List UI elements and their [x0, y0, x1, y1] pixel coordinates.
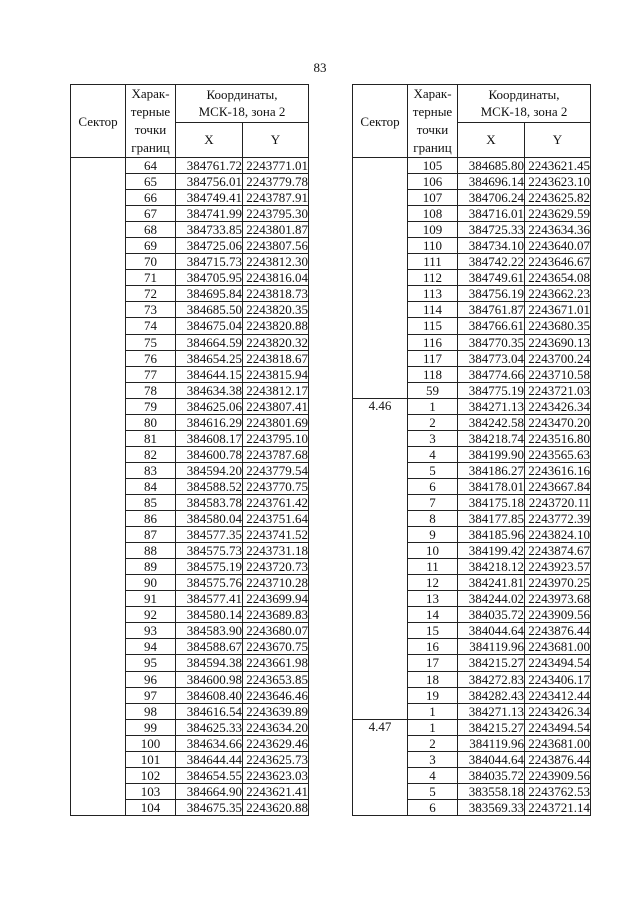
x-coordinate-cell: 384178.01 [458, 478, 525, 494]
x-coordinate-cell: 384715.73 [176, 254, 243, 270]
y-coordinate-cell: 2243812.30 [243, 254, 309, 270]
y-coordinate-cell: 2243751.64 [243, 511, 309, 527]
x-coordinate-cell: 384733.85 [176, 222, 243, 238]
x-coordinate-cell: 384577.35 [176, 527, 243, 543]
x-coordinate-cell: 384044.64 [458, 751, 525, 767]
y-coordinate-cell: 2243634.20 [243, 719, 309, 735]
y-coordinate-cell: 2243779.78 [243, 174, 309, 190]
point-number-cell: 3 [408, 430, 458, 446]
x-coordinate-cell: 384616.29 [176, 414, 243, 430]
point-number-cell: 78 [126, 382, 176, 398]
y-header: Y [525, 122, 591, 158]
table-row [353, 398, 591, 414]
x-coordinate-cell: 384218.74 [458, 430, 525, 446]
x-coordinate-cell: 384756.01 [176, 174, 243, 190]
point-number-cell: 18 [408, 671, 458, 687]
point-number-cell: 81 [126, 430, 176, 446]
x-coordinate-cell: 384119.96 [458, 639, 525, 655]
x-coordinate-cell: 384664.90 [176, 783, 243, 799]
x-coordinate-cell: 384215.27 [458, 719, 525, 735]
point-number-cell: 94 [126, 639, 176, 655]
x-coordinate-cell: 384199.90 [458, 446, 525, 462]
coordinates-table-left [70, 84, 309, 816]
point-number-cell: 75 [126, 334, 176, 350]
x-coordinate-cell: 384770.35 [458, 334, 525, 350]
point-number-cell: 4 [408, 446, 458, 462]
point-number-cell: 9 [408, 527, 458, 543]
x-header: X [458, 122, 525, 158]
point-number-cell: 100 [126, 735, 176, 751]
point-number-cell: 1 [408, 719, 458, 735]
point-number-cell: 102 [126, 767, 176, 783]
point-number-cell: 14 [408, 607, 458, 623]
x-coordinate-cell: 384695.84 [176, 286, 243, 302]
x-coordinate-cell: 384272.83 [458, 671, 525, 687]
x-coordinate-cell: 384594.20 [176, 462, 243, 478]
point-number-cell: 3 [408, 751, 458, 767]
y-coordinate-cell: 2243639.89 [243, 703, 309, 719]
y-coordinate-cell: 2243795.10 [243, 430, 309, 446]
point-number-cell: 117 [408, 350, 458, 366]
y-coordinate-cell: 2243681.00 [525, 639, 591, 655]
x-coordinate-cell: 384588.67 [176, 639, 243, 655]
y-coordinate-cell: 2243516.80 [525, 430, 591, 446]
x-coordinate-cell: 384741.99 [176, 206, 243, 222]
y-coordinate-cell: 2243646.67 [525, 254, 591, 270]
y-coordinate-cell: 2243721.03 [525, 382, 591, 398]
x-coordinate-cell: 384282.43 [458, 687, 525, 703]
char-points-header: Харак- терные точки границ [408, 85, 458, 158]
x-coordinate-cell: 384749.41 [176, 190, 243, 206]
x-coordinate-cell: 384241.81 [458, 575, 525, 591]
x-coordinate-cell: 384583.90 [176, 623, 243, 639]
point-number-cell: 68 [126, 222, 176, 238]
point-number-cell: 84 [126, 478, 176, 494]
x-coordinate-cell: 384716.01 [458, 206, 525, 222]
y-coordinate-cell: 2243876.44 [525, 623, 591, 639]
point-number-cell: 99 [126, 719, 176, 735]
x-coordinate-cell: 384766.61 [458, 318, 525, 334]
point-number-cell: 87 [126, 527, 176, 543]
point-number-cell: 79 [126, 398, 176, 414]
x-coordinate-cell: 384625.06 [176, 398, 243, 414]
y-coordinate-cell: 2243721.14 [525, 799, 591, 815]
point-number-cell: 110 [408, 238, 458, 254]
y-coordinate-cell: 2243820.35 [243, 302, 309, 318]
x-coordinate-cell: 384644.44 [176, 751, 243, 767]
point-number-cell: 96 [126, 671, 176, 687]
y-coordinate-cell: 2243909.56 [525, 767, 591, 783]
point-number-cell: 101 [126, 751, 176, 767]
point-number-cell: 103 [126, 783, 176, 799]
y-coordinate-cell: 2243720.11 [525, 494, 591, 510]
y-coordinate-cell: 2243565.63 [525, 446, 591, 462]
x-coordinate-cell: 384775.19 [458, 382, 525, 398]
y-coordinate-cell: 2243824.10 [525, 527, 591, 543]
table-row [353, 158, 591, 174]
point-number-cell: 98 [126, 703, 176, 719]
y-coordinate-cell: 2243779.54 [243, 462, 309, 478]
point-number-cell: 105 [408, 158, 458, 174]
x-coordinate-cell: 384185.96 [458, 527, 525, 543]
x-coordinate-cell: 384734.10 [458, 238, 525, 254]
point-number-cell: 114 [408, 302, 458, 318]
y-coordinate-cell: 2243801.87 [243, 222, 309, 238]
y-coordinate-cell: 2243671.01 [525, 302, 591, 318]
x-coordinate-cell: 384177.85 [458, 511, 525, 527]
x-coordinate-cell: 384608.17 [176, 430, 243, 446]
y-coordinate-cell: 2243616.16 [525, 462, 591, 478]
y-coordinate-cell: 2243670.75 [243, 639, 309, 655]
x-coordinate-cell: 384035.72 [458, 767, 525, 783]
x-coordinate-cell: 383558.18 [458, 783, 525, 799]
page-number: 83 [313, 60, 327, 75]
point-number-cell: 116 [408, 334, 458, 350]
point-number-cell: 90 [126, 575, 176, 591]
y-coordinate-cell: 2243620.88 [243, 799, 309, 815]
point-number-cell: 5 [408, 783, 458, 799]
sector-header: Сектор [353, 85, 408, 158]
point-number-cell: 93 [126, 623, 176, 639]
point-number-cell: 8 [408, 511, 458, 527]
y-coordinate-cell: 2243710.58 [525, 366, 591, 382]
sector-cell [71, 158, 126, 816]
y-coordinate-cell: 2243494.54 [525, 655, 591, 671]
y-coordinate-cell: 2243621.45 [525, 158, 591, 174]
point-number-cell: 89 [126, 559, 176, 575]
y-coordinate-cell: 2243818.67 [243, 350, 309, 366]
x-coordinate-cell: 384634.66 [176, 735, 243, 751]
x-coordinate-cell: 384725.33 [458, 222, 525, 238]
y-coordinate-cell: 2243820.88 [243, 318, 309, 334]
x-coordinate-cell: 384634.38 [176, 382, 243, 398]
x-coordinate-cell: 384654.55 [176, 767, 243, 783]
x-coordinate-cell: 384761.87 [458, 302, 525, 318]
point-number-cell: 12 [408, 575, 458, 591]
point-number-cell: 77 [126, 366, 176, 382]
y-coordinate-cell: 2243820.32 [243, 334, 309, 350]
y-coordinate-cell: 2243406.17 [525, 671, 591, 687]
point-number-cell: 86 [126, 511, 176, 527]
y-coordinate-cell: 2243787.91 [243, 190, 309, 206]
table-row [71, 158, 309, 174]
y-coordinate-cell: 2243412.44 [525, 687, 591, 703]
y-coordinate-cell: 2243923.57 [525, 559, 591, 575]
sector-cell [353, 158, 408, 399]
x-coordinate-cell: 384616.54 [176, 703, 243, 719]
x-coordinate-cell: 384575.73 [176, 543, 243, 559]
y-coordinate-cell: 2243699.94 [243, 591, 309, 607]
x-coordinate-cell: 384580.14 [176, 607, 243, 623]
x-coordinate-cell: 384594.38 [176, 655, 243, 671]
x-coordinate-cell: 384044.64 [458, 623, 525, 639]
point-number-cell: 15 [408, 623, 458, 639]
x-coordinate-cell: 384271.13 [458, 398, 525, 414]
point-number-cell: 97 [126, 687, 176, 703]
x-coordinate-cell: 384685.50 [176, 302, 243, 318]
x-coordinate-cell: 384742.22 [458, 254, 525, 270]
y-coordinate-cell: 2243623.03 [243, 767, 309, 783]
point-number-cell: 74 [126, 318, 176, 334]
y-coordinate-cell: 2243634.36 [525, 222, 591, 238]
y-coordinate-cell: 2243807.56 [243, 238, 309, 254]
point-number-cell: 88 [126, 543, 176, 559]
point-number-cell: 17 [408, 655, 458, 671]
x-coordinate-cell: 384644.15 [176, 366, 243, 382]
y-coordinate-cell: 2243815.94 [243, 366, 309, 382]
x-coordinate-cell: 384685.80 [458, 158, 525, 174]
point-number-cell: 11 [408, 559, 458, 575]
y-coordinate-cell: 2243970.25 [525, 575, 591, 591]
point-number-cell: 82 [126, 446, 176, 462]
point-number-cell: 66 [126, 190, 176, 206]
y-coordinate-cell: 2243681.00 [525, 735, 591, 751]
x-header: X [176, 122, 243, 158]
point-number-cell: 91 [126, 591, 176, 607]
y-coordinate-cell: 2243621.41 [243, 783, 309, 799]
point-number-cell: 80 [126, 414, 176, 430]
point-number-cell: 13 [408, 591, 458, 607]
point-number-cell: 83 [126, 462, 176, 478]
x-coordinate-cell: 384756.19 [458, 286, 525, 302]
x-coordinate-cell: 384600.98 [176, 671, 243, 687]
x-coordinate-cell: 384575.76 [176, 575, 243, 591]
point-number-cell: 70 [126, 254, 176, 270]
table-body [353, 158, 591, 816]
y-coordinate-cell: 2243690.13 [525, 334, 591, 350]
x-coordinate-cell: 384271.13 [458, 703, 525, 719]
point-number-cell: 7 [408, 494, 458, 510]
coordinates-header: Координаты, МСК-18, зона 2 [458, 85, 591, 123]
x-coordinate-cell: 384675.04 [176, 318, 243, 334]
y-coordinate-cell: 2243646.46 [243, 687, 309, 703]
x-coordinate-cell: 384749.61 [458, 270, 525, 286]
x-coordinate-cell: 384215.27 [458, 655, 525, 671]
y-coordinate-cell: 2243771.01 [243, 158, 309, 174]
point-number-cell: 16 [408, 639, 458, 655]
x-coordinate-cell: 384583.78 [176, 494, 243, 510]
point-number-cell: 4 [408, 767, 458, 783]
x-coordinate-cell: 384580.04 [176, 511, 243, 527]
y-coordinate-cell: 2243710.28 [243, 575, 309, 591]
char-points-header: Харак- терные точки границ [126, 85, 176, 158]
y-coordinate-cell: 2243625.73 [243, 751, 309, 767]
point-number-cell: 6 [408, 478, 458, 494]
y-coordinate-cell: 2243876.44 [525, 751, 591, 767]
x-coordinate-cell: 384774.66 [458, 366, 525, 382]
point-number-cell: 69 [126, 238, 176, 254]
sector-header: Сектор [71, 85, 126, 158]
y-coordinate-cell: 2243801.69 [243, 414, 309, 430]
point-number-cell: 112 [408, 270, 458, 286]
y-coordinate-cell: 2243680.35 [525, 318, 591, 334]
point-number-cell: 65 [126, 174, 176, 190]
y-coordinate-cell: 2243662.23 [525, 286, 591, 302]
point-number-cell: 113 [408, 286, 458, 302]
sector-cell: 4.46 [353, 398, 408, 719]
y-coordinate-cell: 2243874.67 [525, 543, 591, 559]
x-coordinate-cell: 384035.72 [458, 607, 525, 623]
point-number-cell: 71 [126, 270, 176, 286]
point-number-cell: 73 [126, 302, 176, 318]
y-coordinate-cell: 2243720.73 [243, 559, 309, 575]
point-number-cell: 76 [126, 350, 176, 366]
x-coordinate-cell: 384675.35 [176, 799, 243, 815]
y-coordinate-cell: 2243623.10 [525, 174, 591, 190]
y-coordinate-cell: 2243741.52 [243, 527, 309, 543]
point-number-cell: 115 [408, 318, 458, 334]
point-number-cell: 59 [408, 382, 458, 398]
x-coordinate-cell: 384773.04 [458, 350, 525, 366]
y-coordinate-cell: 2243700.24 [525, 350, 591, 366]
point-number-cell: 92 [126, 607, 176, 623]
point-number-cell: 1 [408, 703, 458, 719]
point-number-cell: 6 [408, 799, 458, 815]
x-coordinate-cell: 384654.25 [176, 350, 243, 366]
y-coordinate-cell: 2243680.07 [243, 623, 309, 639]
y-coordinate-cell: 2243426.34 [525, 398, 591, 414]
y-coordinate-cell: 2243625.82 [525, 190, 591, 206]
y-coordinate-cell: 2243761.42 [243, 494, 309, 510]
point-number-cell: 108 [408, 206, 458, 222]
point-number-cell: 72 [126, 286, 176, 302]
coordinates-table-right [352, 84, 591, 816]
point-number-cell: 5 [408, 462, 458, 478]
x-coordinate-cell: 384706.24 [458, 190, 525, 206]
x-coordinate-cell: 384218.12 [458, 559, 525, 575]
point-number-cell: 106 [408, 174, 458, 190]
y-coordinate-cell: 2243770.75 [243, 478, 309, 494]
y-coordinate-cell: 2243470.20 [525, 414, 591, 430]
x-coordinate-cell: 384725.06 [176, 238, 243, 254]
table-row [353, 719, 591, 735]
y-coordinate-cell: 2243667.84 [525, 478, 591, 494]
x-coordinate-cell: 384664.59 [176, 334, 243, 350]
x-coordinate-cell: 384244.02 [458, 591, 525, 607]
y-coordinate-cell: 2243661.98 [243, 655, 309, 671]
y-coordinate-cell: 2243787.68 [243, 446, 309, 462]
y-coordinate-cell: 2243816.04 [243, 270, 309, 286]
point-number-cell: 111 [408, 254, 458, 270]
y-coordinate-cell: 2243629.46 [243, 735, 309, 751]
y-coordinate-cell: 2243807.41 [243, 398, 309, 414]
y-coordinate-cell: 2243909.56 [525, 607, 591, 623]
point-number-cell: 2 [408, 414, 458, 430]
x-coordinate-cell: 384577.41 [176, 591, 243, 607]
y-coordinate-cell: 2243653.85 [243, 671, 309, 687]
point-number-cell: 19 [408, 687, 458, 703]
y-coordinate-cell: 2243689.83 [243, 607, 309, 623]
x-coordinate-cell: 384761.72 [176, 158, 243, 174]
y-coordinate-cell: 2243640.07 [525, 238, 591, 254]
point-number-cell: 85 [126, 494, 176, 510]
coordinates-header: Координаты, МСК-18, зона 2 [176, 85, 309, 123]
y-coordinate-cell: 2243654.08 [525, 270, 591, 286]
point-number-cell: 95 [126, 655, 176, 671]
point-number-cell: 107 [408, 190, 458, 206]
point-number-cell: 109 [408, 222, 458, 238]
x-coordinate-cell: 384199.42 [458, 543, 525, 559]
y-coordinate-cell: 2243426.34 [525, 703, 591, 719]
point-number-cell: 67 [126, 206, 176, 222]
point-number-cell: 64 [126, 158, 176, 174]
y-coordinate-cell: 2243629.59 [525, 206, 591, 222]
y-coordinate-cell: 2243795.30 [243, 206, 309, 222]
point-number-cell: 104 [126, 799, 176, 815]
x-coordinate-cell: 384600.78 [176, 446, 243, 462]
x-coordinate-cell: 384242.58 [458, 414, 525, 430]
x-coordinate-cell: 384175.18 [458, 494, 525, 510]
x-coordinate-cell: 384186.27 [458, 462, 525, 478]
x-coordinate-cell: 384119.96 [458, 735, 525, 751]
sector-cell: 4.47 [353, 719, 408, 815]
point-number-cell: 2 [408, 735, 458, 751]
x-coordinate-cell: 383569.33 [458, 799, 525, 815]
y-coordinate-cell: 2243762.53 [525, 783, 591, 799]
point-number-cell: 118 [408, 366, 458, 382]
x-coordinate-cell: 384625.33 [176, 719, 243, 735]
y-coordinate-cell: 2243973.68 [525, 591, 591, 607]
y-coordinate-cell: 2243772.39 [525, 511, 591, 527]
point-number-cell: 10 [408, 543, 458, 559]
x-coordinate-cell: 384575.19 [176, 559, 243, 575]
x-coordinate-cell: 384696.14 [458, 174, 525, 190]
y-header: Y [243, 122, 309, 158]
x-coordinate-cell: 384705.95 [176, 270, 243, 286]
x-coordinate-cell: 384588.52 [176, 478, 243, 494]
y-coordinate-cell: 2243731.18 [243, 543, 309, 559]
y-coordinate-cell: 2243494.54 [525, 719, 591, 735]
point-number-cell: 1 [408, 398, 458, 414]
y-coordinate-cell: 2243818.73 [243, 286, 309, 302]
y-coordinate-cell: 2243812.17 [243, 382, 309, 398]
table-body [71, 158, 309, 816]
x-coordinate-cell: 384608.40 [176, 687, 243, 703]
